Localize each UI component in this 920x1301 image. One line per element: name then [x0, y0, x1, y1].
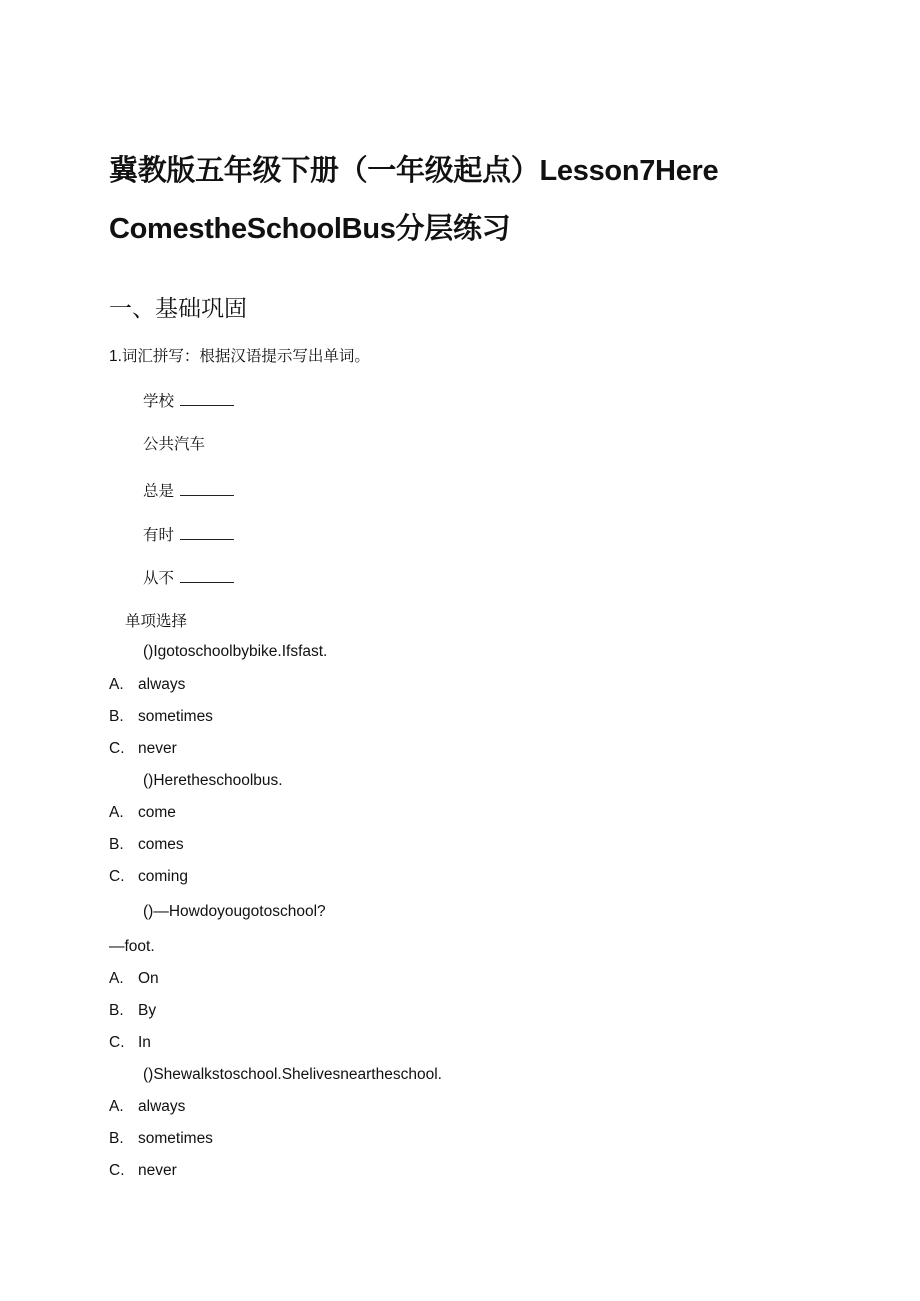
- mc-option[interactable]: [109, 1130, 213, 1148]
- mc-option[interactable]: [109, 740, 177, 758]
- option-text: In: [138, 1034, 151, 1051]
- option-letter: B.: [109, 708, 124, 725]
- mc-option[interactable]: [109, 1098, 185, 1116]
- question-2-prompt: 单项选择: [125, 613, 188, 630]
- option-text: always: [138, 676, 186, 693]
- option-letter: C.: [109, 868, 125, 885]
- vocab-word: 公共汽车: [143, 436, 206, 453]
- option-letter: B.: [109, 1130, 124, 1147]
- option-text: comes: [138, 836, 184, 853]
- answer-blank[interactable]: [180, 526, 234, 540]
- vocab-item: [143, 389, 234, 411]
- option-text: sometimes: [138, 1130, 213, 1147]
- mc-option[interactable]: [109, 970, 159, 988]
- option-text: always: [138, 1098, 186, 1115]
- vocab-item: [143, 523, 234, 545]
- answer-blank[interactable]: [180, 482, 234, 496]
- option-letter: B.: [109, 836, 124, 853]
- option-letter: A.: [109, 970, 124, 987]
- option-text: On: [138, 970, 159, 987]
- option-text: never: [138, 740, 177, 757]
- option-text: By: [138, 1002, 157, 1019]
- option-text: come: [138, 804, 176, 821]
- mc-option[interactable]: [109, 804, 176, 822]
- vocab-word: 学校: [143, 393, 175, 410]
- mc-option[interactable]: [109, 1034, 151, 1052]
- option-letter: A.: [109, 804, 124, 821]
- section-heading: 一、基础巩固: [109, 295, 247, 321]
- mc-option[interactable]: [109, 1162, 177, 1180]
- vocab-word: 有时: [143, 527, 175, 544]
- mc-stem: ()—Howdoyougotoschool?: [143, 903, 326, 920]
- answer-blank[interactable]: [180, 392, 234, 406]
- mc-option[interactable]: [109, 708, 213, 726]
- vocab-item: [143, 479, 234, 501]
- option-text: never: [138, 1162, 177, 1179]
- option-letter: C.: [109, 1034, 125, 1051]
- vocab-word: 从不: [143, 570, 175, 587]
- option-text: coming: [138, 868, 188, 885]
- mc-stem-answer-line: —foot.: [109, 938, 155, 955]
- question-1-prompt: 1.词汇拼写：根据汉语提示写出单词。: [109, 348, 370, 365]
- mc-stem: ()Igotoschoolbybike.Ifsfast.: [143, 643, 328, 660]
- option-letter: C.: [109, 1162, 125, 1179]
- vocab-word: 总是: [143, 483, 175, 500]
- option-letter: C.: [109, 740, 125, 757]
- option-text: sometimes: [138, 708, 213, 725]
- option-letter: A.: [109, 1098, 124, 1115]
- option-letter: A.: [109, 676, 124, 693]
- title-line-1: 冀教版五年级下册（一年级起点）Lesson7Here: [109, 155, 719, 187]
- mc-option[interactable]: [109, 836, 184, 854]
- option-letter: B.: [109, 1002, 124, 1019]
- vocab-item: [143, 432, 205, 454]
- mc-stem: ()Shewalkstoschool.Shelivesneartheschool.: [143, 1066, 442, 1083]
- vocab-item: [143, 566, 234, 588]
- title-line-2: ComestheSchoolBus分层练习: [109, 213, 511, 245]
- mc-stem: ()Heretheschoolbus.: [143, 772, 283, 789]
- answer-blank[interactable]: [180, 569, 234, 583]
- mc-option[interactable]: [109, 676, 185, 694]
- mc-option[interactable]: [109, 1002, 156, 1020]
- mc-option[interactable]: [109, 868, 188, 886]
